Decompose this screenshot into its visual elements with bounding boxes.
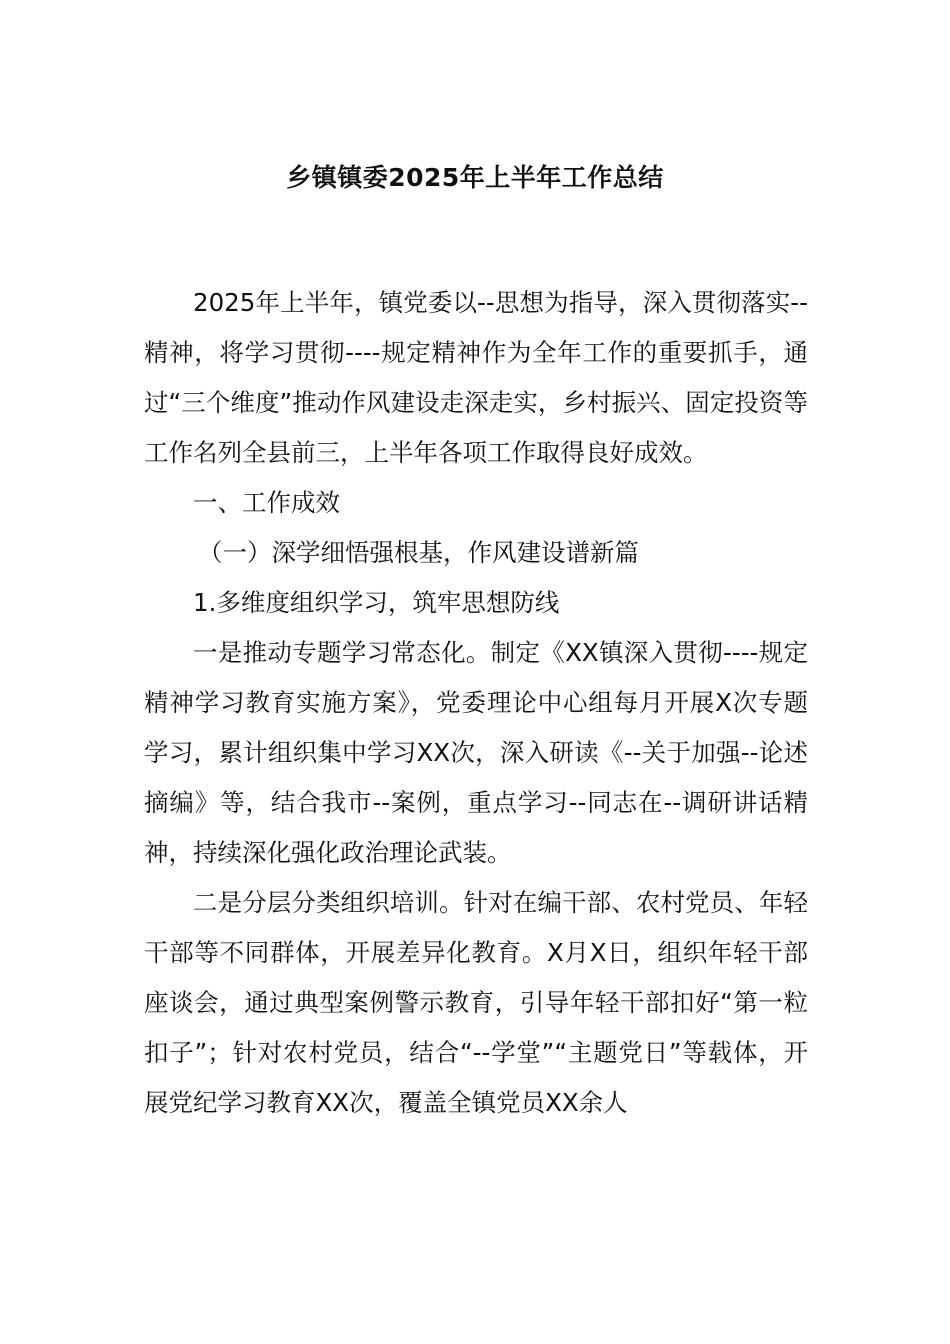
item-heading: 1.多维度组织学习，筑牢思想防线 — [193, 588, 560, 617]
body-paragraph: 二是分层分类组织培训。针对在编干部、农村党员、年轻干部等不同群体，开展差异化教育。X月X日，组织年轻干部座谈会，通过典型案例警示教育，引导年轻干部扣好“第一粒扣子”；针对农村党员，结合“--学堂”“主题党日”等载体，开展党纪学习教育XX次，覆盖全镇党员XX余人 — [144, 888, 808, 1117]
section-heading: 一、工作成效 — [193, 488, 340, 517]
subsection-heading: （一）深学细悟强根基，作风建设谱新篇 — [198, 538, 639, 567]
body-paragraph: 一是推动专题学习常态化。制定《XX镇深入贯彻----规定精神学习教育实施方案》，党委理论中心组每月开展X次专题学习，累计组织集中学习XX次，深入研读《--关于加强--论述摘编》等，结合我市--案例，重点学习--同志在--调研讲话精神，持续深化强化政治理论武装。 — [144, 638, 808, 867]
intro-paragraph: 2025年上半年，镇党委以--思想为指导，深入贯彻落实--精神，将学习贯彻----规定精神作为全年工作的重要抓手，通过“三个维度”推动作风建设走深走实，乡村振兴、固定投资等工作名列全县前三，上半年各项工作取得良好成效。 — [144, 288, 808, 467]
document-body — [144, 278, 808, 1128]
document-title: 乡镇镇委2025年上半年工作总结 — [286, 163, 664, 192]
